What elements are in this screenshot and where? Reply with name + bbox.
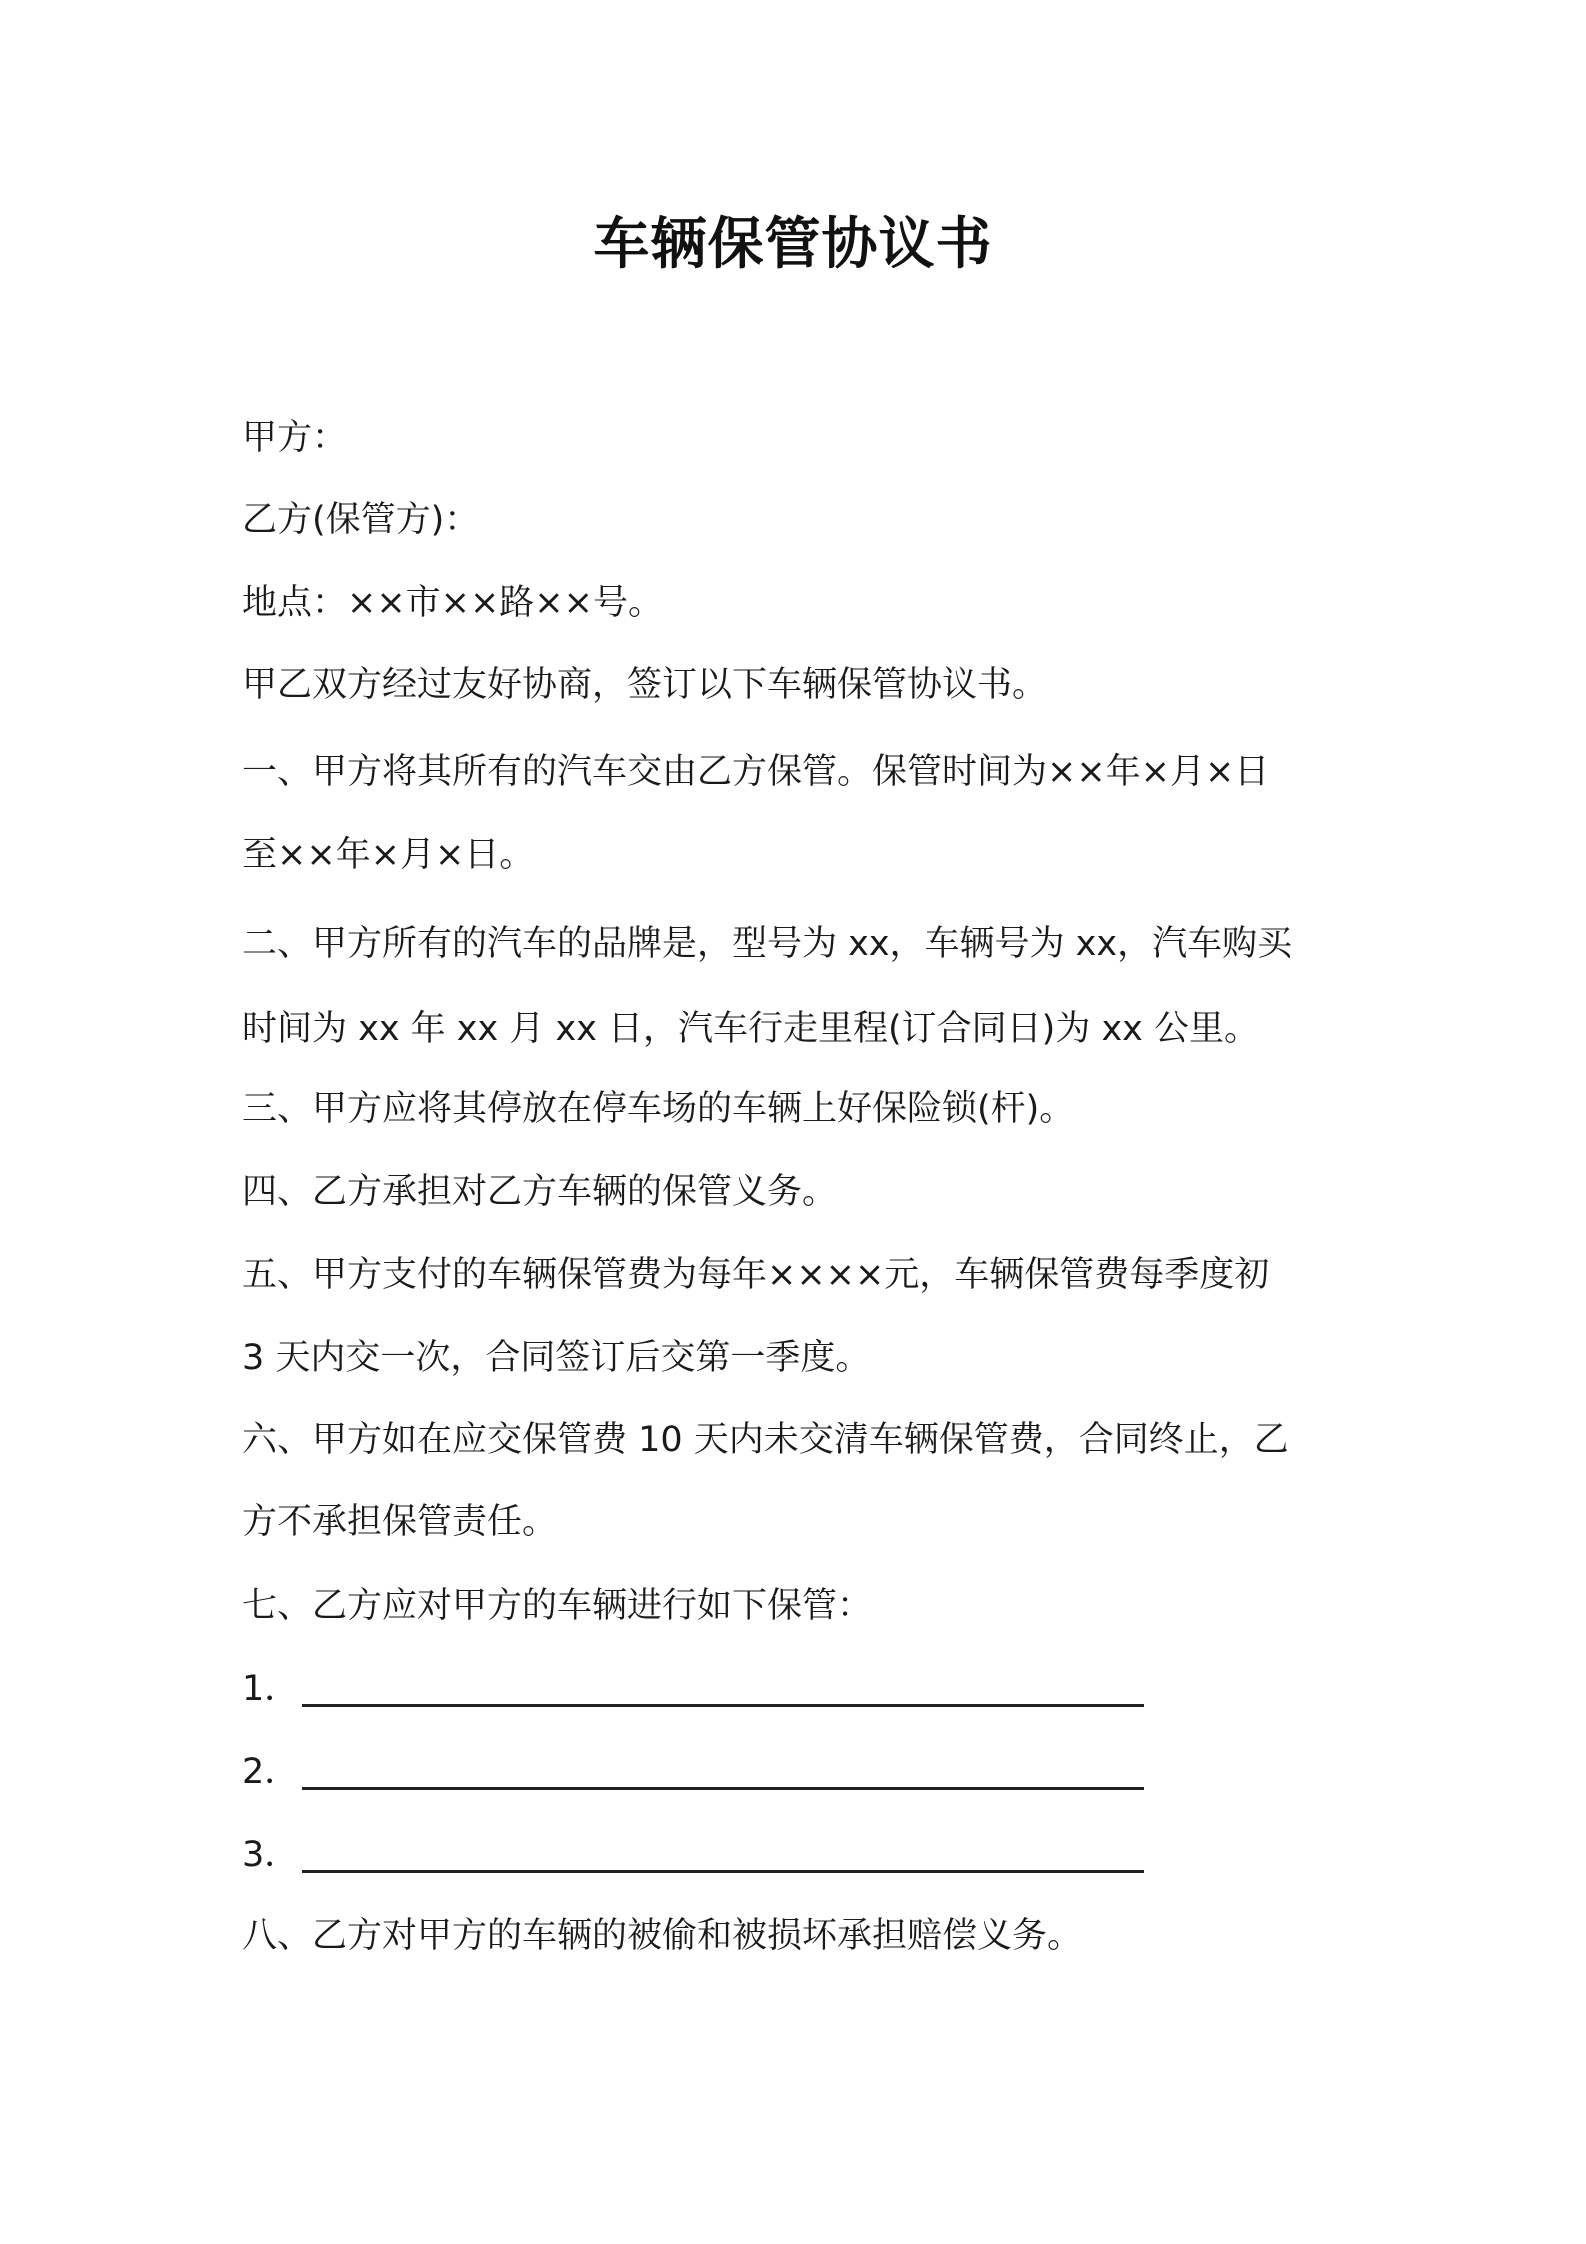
- clause-5-line-1: 五、甲方支付的车辆保管费为每年××××元，车辆保管费每季度初: [242, 1255, 1270, 1295]
- clause-5-line-2: 3 天内交一次，合同签订后交第一季度。: [242, 1338, 871, 1378]
- blank-item-number: 3．: [242, 1835, 300, 1875]
- clause-8: 八、乙方对甲方的车辆的被偷和被损坏承担赔偿义务。: [242, 1916, 1083, 1956]
- blank-item-1: [242, 1665, 1144, 1713]
- fill-in-underline: [302, 1704, 1144, 1707]
- blank-item-2: [242, 1748, 1144, 1796]
- intro-paragraph: 甲乙双方经过友好协商，签订以下车辆保管协议书。: [242, 665, 1048, 705]
- blank-item-3: [242, 1831, 1144, 1879]
- fill-in-underline: [302, 1870, 1144, 1873]
- clause-3: 三、甲方应将其停放在停车场的车辆上好保险锁(杆)。: [242, 1089, 1075, 1129]
- clause-6-line-1: 六、甲方如在应交保管费 10 天内未交清车辆保管费，合同终止，乙: [242, 1420, 1289, 1460]
- blank-item-number: 1．: [242, 1669, 300, 1709]
- clause-7: 七、乙方应对甲方的车辆进行如下保管：: [242, 1586, 873, 1626]
- clause-4: 四、乙方承担对乙方车辆的保管义务。: [242, 1172, 838, 1212]
- location-line: 地点：××市××路××号。: [242, 583, 663, 623]
- clause-1-line-2: 至××年×月×日。: [242, 835, 535, 875]
- blank-item-number: 2．: [242, 1752, 300, 1792]
- clause-2-line-2: 时间为 xx 年 xx 月 xx 日，汽车行走里程(订合同日)为 xx 公里。: [242, 1009, 1260, 1049]
- document-title: 车辆保管协议书: [593, 212, 993, 277]
- party-b-line: 乙方(保管方)：: [242, 500, 480, 540]
- party-a-line: 甲方：: [242, 418, 348, 458]
- clause-1-line-1: 一、甲方将其所有的汽车交由乙方保管。保管时间为××年×月×日: [242, 752, 1270, 792]
- clause-2-line-1: 二、甲方所有的汽车的品牌是，型号为 xx，车辆号为 xx，汽车购买: [242, 924, 1293, 964]
- clause-6-line-2: 方不承担保管责任。: [242, 1502, 558, 1542]
- fill-in-underline: [302, 1787, 1144, 1790]
